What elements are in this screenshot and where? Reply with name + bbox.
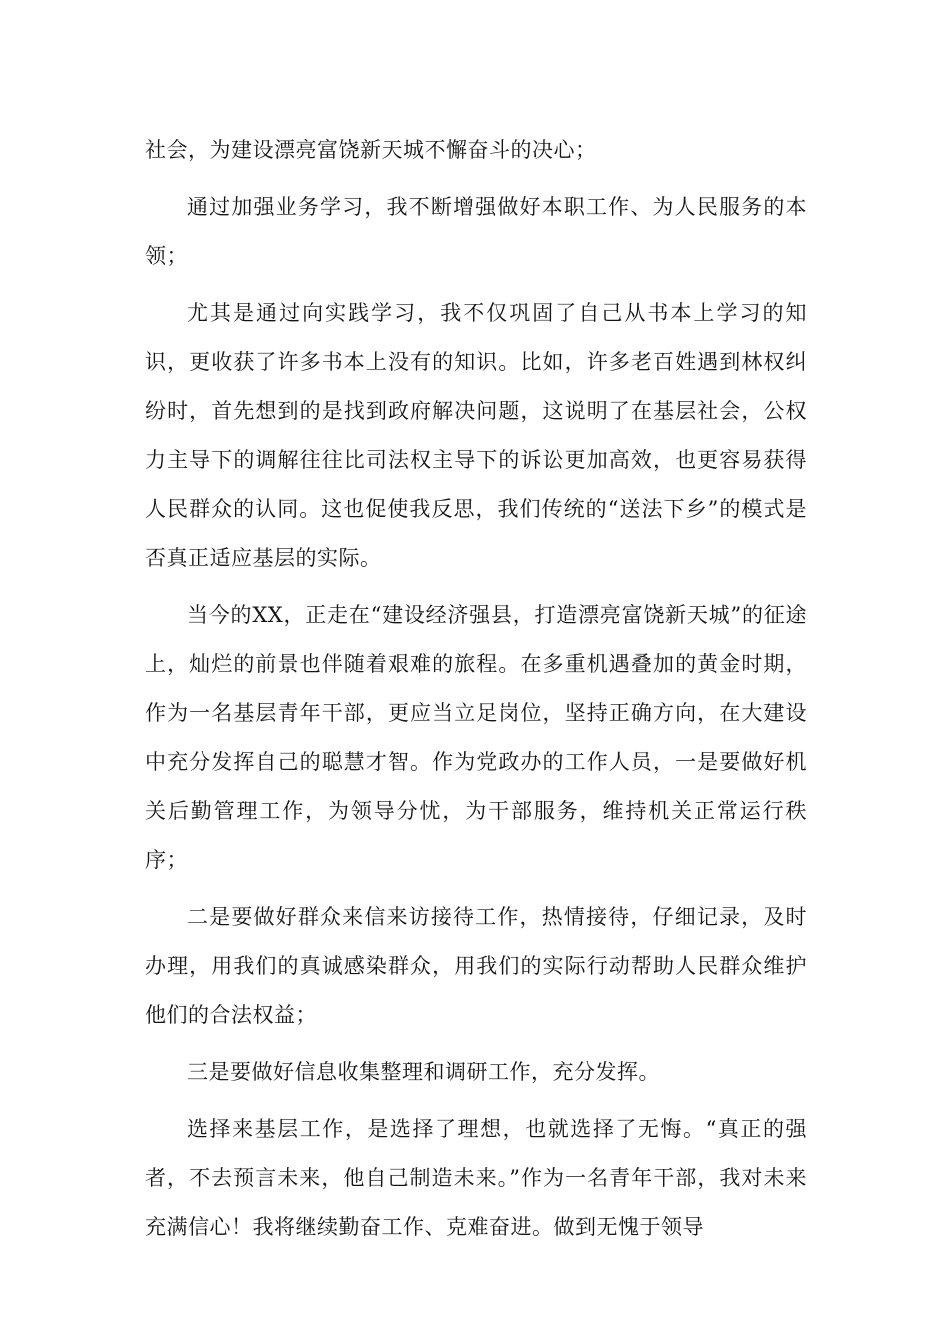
paragraph-5: 二是要做好群众来信来访接待工作，热情接待，仔细记录，及时办理，用我们的真诚感染群众，用我们的实际行动帮助人民群众维护他们的合法权益；	[145, 905, 807, 1027]
paragraph-6: 三是要做好信息收集整理和调研工作，充分发挥。	[187, 1060, 660, 1084]
paragraph-1: 社会，为建设漂亮富饶新天城不懈奋斗的决心；	[145, 138, 597, 162]
paragraph-2: 通过加强业务学习，我不断增强做好本职工作、为人民服务的本领；	[145, 195, 807, 268]
paragraph-7: 选择来基层工作，是选择了理想，也就选择了无悔。“真正的强者，不去预言未来，他自己制造未来。”作为一名青年干部，我对未来充满信心！我将继续勤奋工作、克难奋进。做到无愧于领导	[145, 1117, 807, 1239]
paragraph-4: 当今的XX，正走在“建设经济强县，打造漂亮富饶新天城”的征途上，灿烂的前景也伴随着艰难的旅程。在多重机遇叠加的黄金时期，作为一名基层青年干部，更应当立足岗位，坚持正确方向，在大建设中充分发挥自己的聪慧才智。作为党政办的工作人员，一是要做好机关后勤管理工作，为领导分忧，为干部服务，维持机关正常运行秩序；	[145, 603, 807, 872]
paragraph-3: 尤其是通过向实践学习，我不仅巩固了自己从书本上学习的知识，更收获了许多书本上没有的知识。比如，许多老百姓遇到林权纠纷时，首先想到的是找到政府解决问题，这说明了在基层社会，公权力主导下的调解往往比司法权主导下的诉讼更加高效，也更容易获得人民群众的认同。这也促使我反思，我们传统的“送法下乡”的模式是否真正适应基层的实际。	[145, 301, 807, 570]
